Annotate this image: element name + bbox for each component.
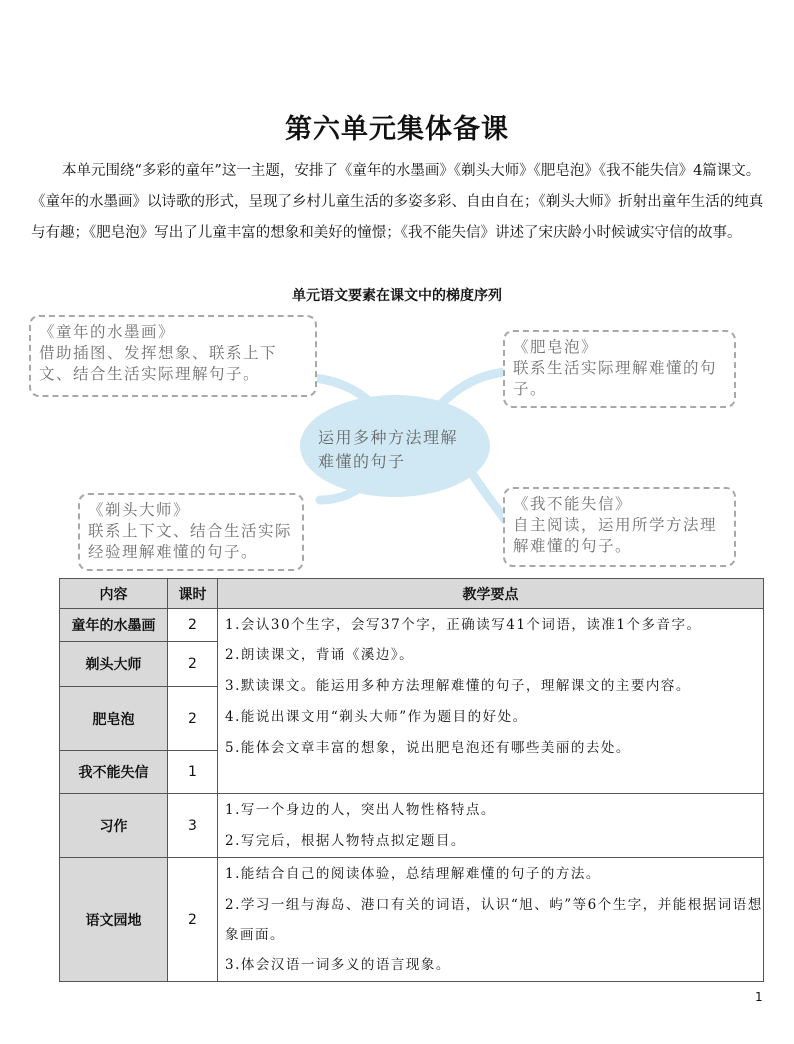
point-item: 1.会认30个生字，会写37个字，正确读写41个词语，读准1个多音字。 (225, 617, 702, 633)
row-hours: 1 (168, 751, 218, 794)
row-name: 习作 (60, 794, 168, 858)
row-name: 肥皂泡 (60, 687, 168, 751)
node-shixin-title: 《我不能失信》 (513, 495, 633, 513)
node-shixin-text: 自主阅读，运用所学方法理解难懂的句子。 (513, 516, 718, 555)
row-name: 剃头大师 (60, 642, 168, 687)
table-row (60, 794, 764, 858)
header-content: 内容 (60, 579, 168, 609)
point-item: 2.朗读课文，背诵《溪边》。 (225, 647, 415, 663)
point-item: 3.默读课文。能运用多种方法理解难懂的句子，理解课文的主要内容。 (225, 678, 691, 694)
row-hours: 2 (168, 687, 218, 751)
header-points: 教学要点 (218, 579, 764, 609)
table-row (60, 609, 764, 642)
writing-points-cell (218, 794, 764, 858)
garden-points-cell (218, 858, 764, 982)
branch-top-right (440, 372, 505, 405)
row-name: 童年的水墨画 (60, 609, 168, 642)
row-hours: 2 (168, 642, 218, 687)
row-name: 语文园地 (60, 858, 168, 982)
point-item: 5.能体会文章丰富的想象，说出肥皂泡还有哪些美丽的去处。 (225, 740, 631, 756)
point-item: 2.学习一组与海岛、港口有关的词语，认识“旭、屿”等6个生字，并能根据词语想象画面。 (225, 897, 763, 943)
page-title: 第六单元集体备课 (285, 114, 509, 145)
node-titou-title: 《剃头大师》 (88, 501, 191, 519)
diagram-title: 单元语文要素在课文中的梯度序列 (292, 288, 502, 304)
node-feizaopao (503, 330, 736, 408)
point-item: 2.写完后，根据人物特点拟定题目。 (225, 833, 466, 849)
node-tongnian-text: 借助插图、发挥想象、联系上下文、结合生活实际理解句子。 (39, 344, 278, 383)
node-titou-text: 联系上下文、结合生活实际经验理解难懂的句子。 (88, 522, 293, 561)
row-hours: 2 (168, 609, 218, 642)
header-hours: 课时 (168, 579, 218, 609)
row-hours: 2 (168, 858, 218, 982)
point-item: 4.能说出课文用“剃头大师”作为题目的好处。 (225, 709, 528, 725)
node-feizaopao-title: 《肥皂泡》 (513, 338, 599, 356)
point-item: 3.体会汉语一词多义的语言现象。 (225, 957, 451, 973)
table-header-row (60, 579, 764, 609)
branch-bottom-right (470, 470, 505, 520)
point-item: 1.能结合自己的阅读体验，总结理解难懂的句子的方法。 (225, 866, 601, 882)
node-titou (78, 493, 304, 571)
point-item: 1.写一个身边的人，突出人物性格特点。 (225, 802, 496, 818)
reading-points-cell (218, 609, 764, 794)
row-hours: 3 (168, 794, 218, 858)
page-number: 1 (755, 990, 763, 1004)
node-tongnian-title: 《童年的水墨画》 (39, 323, 176, 341)
node-tongnian (29, 315, 317, 397)
teaching-plan-table (59, 578, 764, 982)
node-feizaopao-text: 联系生活实际理解难懂的句子。 (513, 359, 718, 398)
center-node-text: 运用多种方法理解难懂的句子 (318, 428, 459, 471)
intro-text: 本单元围绕“多彩的童年”这一主题，安排了《童年的水墨画》《剃头大师》《肥皂泡》《我不能失信》4篇课文。《童年的水墨画》以诗歌的形式，呈现了乡村儿童生活的多姿多彩、自由自在；《剃头大师》折射出童年生活的纯真与有趣；《肥皂泡》写出了儿童丰富的想象和美好的憧憬；《我不能失信》讲述了宋庆龄小时候诚实守信的故事。 (31, 163, 764, 241)
table-row (60, 858, 764, 982)
center-node (300, 395, 490, 497)
node-shixin (503, 487, 736, 567)
row-name: 我不能失信 (60, 751, 168, 794)
